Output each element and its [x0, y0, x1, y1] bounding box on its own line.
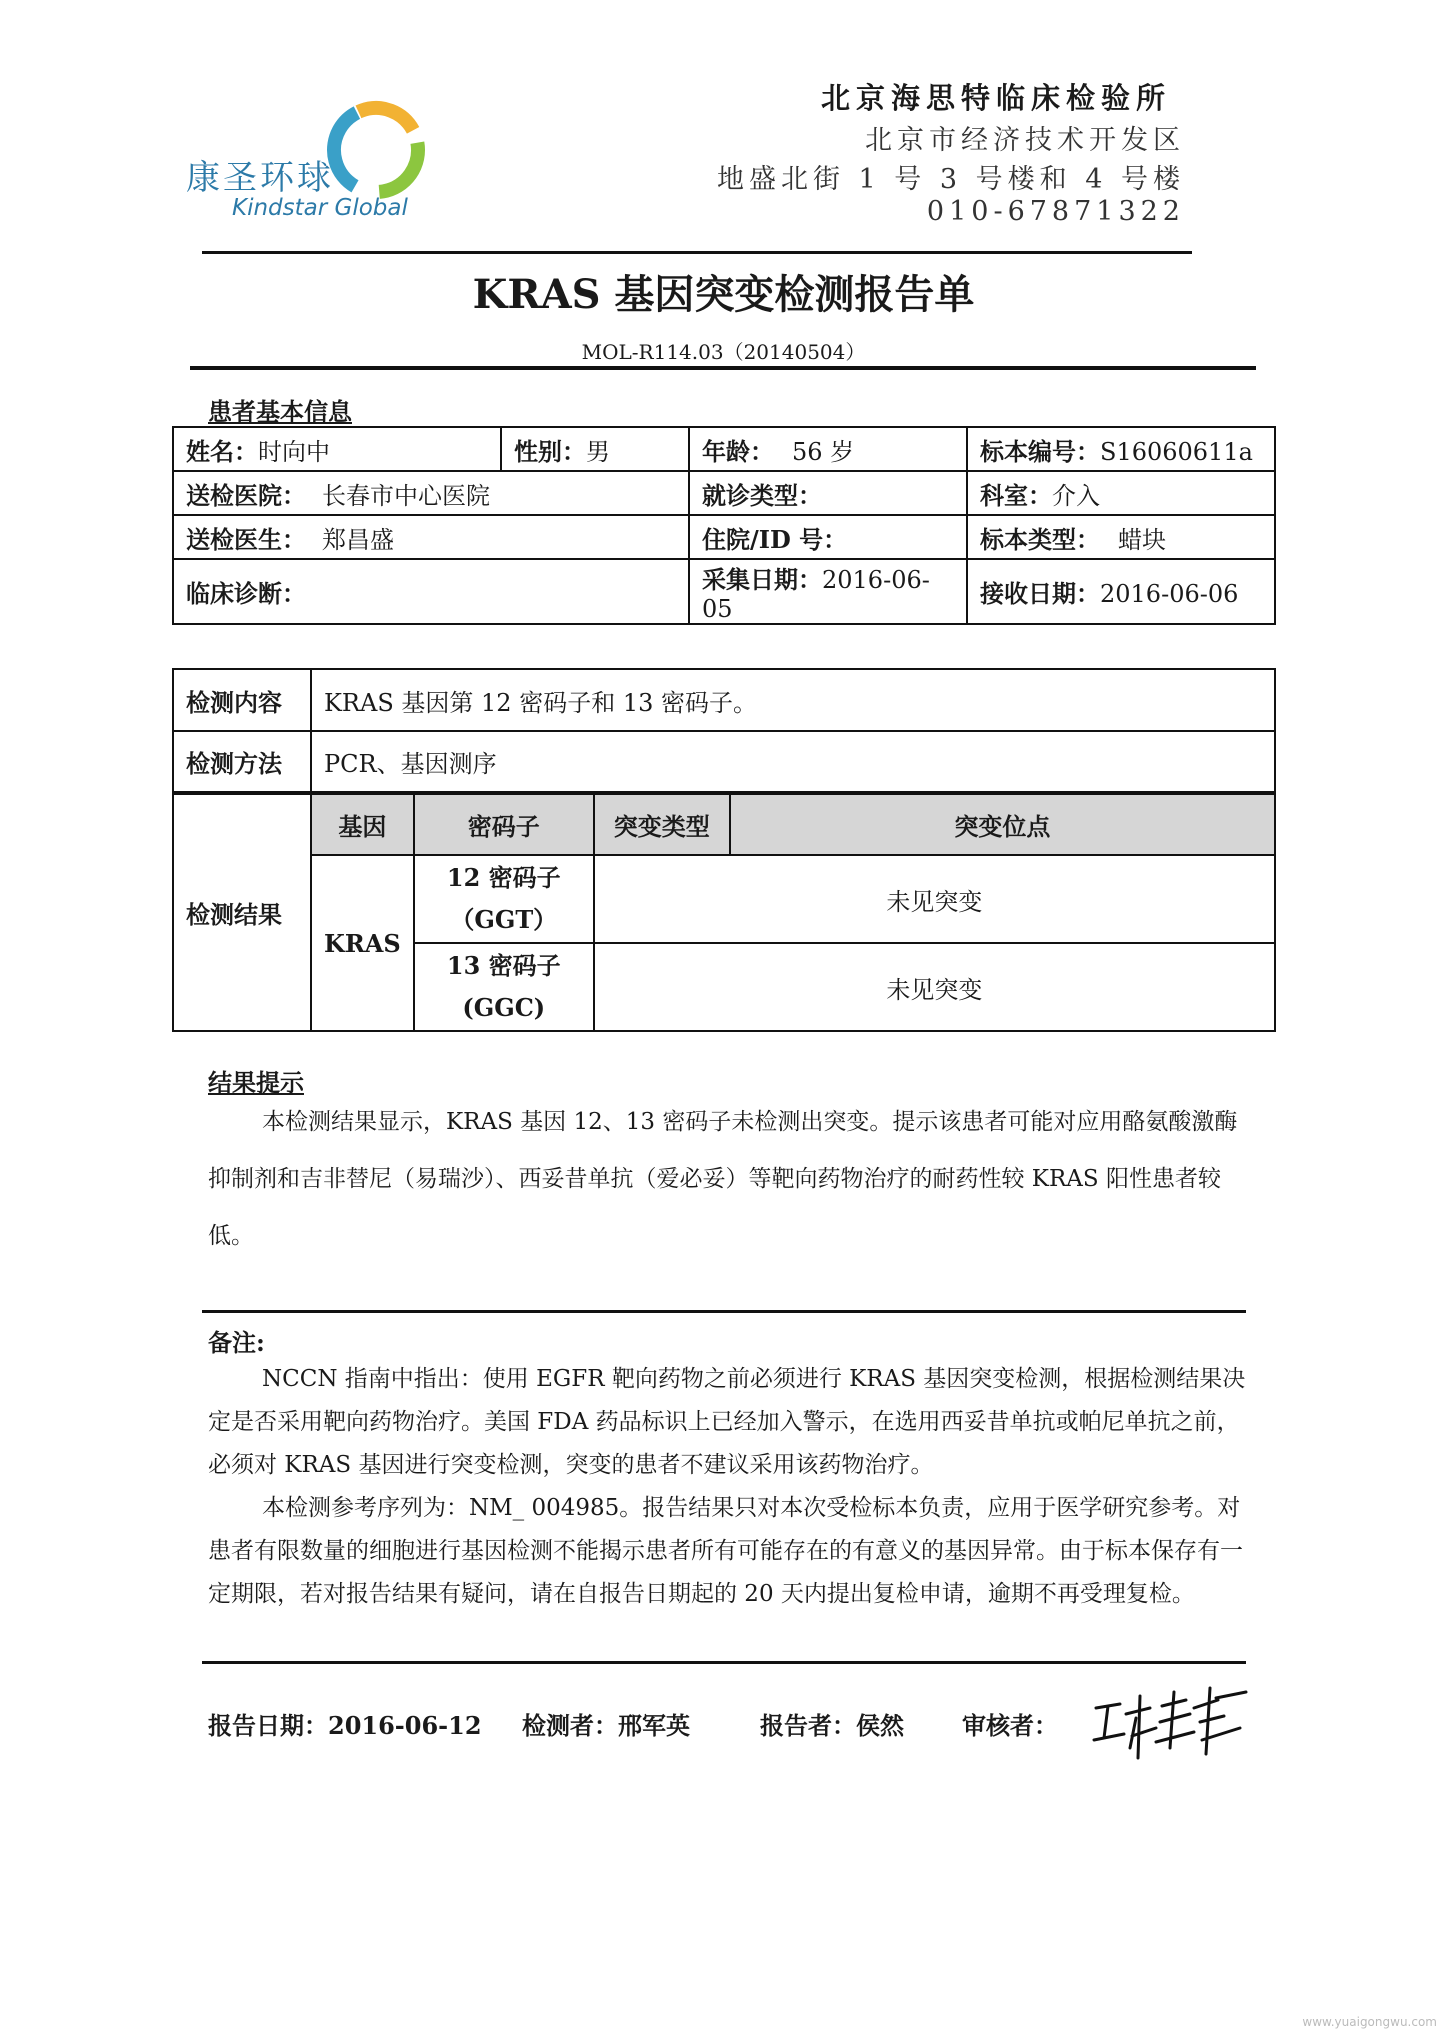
kindstar-logo-icon — [322, 96, 430, 204]
age-label: 年龄： — [702, 436, 774, 466]
table-row — [173, 471, 1275, 515]
logo-english-name: Kindstar Global — [232, 195, 408, 221]
header-divider — [202, 251, 1192, 254]
logo-chinese-name: 康圣环球 — [186, 158, 334, 198]
specimen-no-label: 标本编号： — [980, 436, 1100, 466]
patient-info-title: 患者基本信息 — [208, 397, 352, 426]
phone-number: 010-67871322 — [926, 196, 1185, 227]
report-date-label: 报告日期： — [208, 1711, 328, 1740]
diagnosis-label: 临床诊断： — [186, 579, 306, 608]
specimen-type-label: 标本类型： — [980, 524, 1100, 554]
address-line-2: 地盛北街 1 号 3 号楼和 4 号楼 — [716, 164, 1185, 195]
patient-info-table — [172, 426, 1276, 625]
lab-name: 北京海思特临床检验所 — [820, 81, 1171, 115]
mutation-result: 未见突变 — [594, 943, 1275, 1031]
test-result-label: 检测结果 — [173, 793, 311, 1031]
codon-sequence: （GGT） — [450, 905, 558, 934]
notes-paragraph-1: NCCN 指南中指出：使用 EGFR 靶向药物之前必须进行 KRAS 基因突变检测，根据检测结果决定是否采用靶向药物治疗。美国 FDA 药品标识上已经加入警示，在选用西妥昔单抗或帕尼单抗之前，必须对 KRAS 基因进行突变检测，突变的患者不建议采用该药物治疗。 — [208, 1366, 1246, 1478]
patient-name: 时向中 — [258, 437, 330, 466]
sex-label: 性别： — [514, 436, 586, 466]
watermark: www.yuaigongwu.com — [1302, 2015, 1437, 2029]
hospital-name: 长春市中心医院 — [322, 481, 490, 510]
mutation-result: 未见突变 — [594, 855, 1275, 943]
report-date-value: 2016-06-12 — [328, 1711, 482, 1740]
test-method: PCR、基因测序 — [311, 731, 1275, 793]
report-date — [208, 1706, 482, 1741]
tester — [522, 1706, 690, 1741]
reviewer-signature-icon — [1090, 1678, 1250, 1760]
test-content: KRAS 基因第 12 密码子和 13 密码子。 — [311, 669, 1275, 731]
reporter-name: 侯然 — [856, 1711, 904, 1740]
report-title: KRAS 基因突变检测报告单 — [472, 271, 975, 318]
interpretation-title: 结果提示 — [208, 1068, 304, 1097]
hospital-label: 送检医院： — [186, 480, 306, 510]
interpretation-text: 本检测结果显示，KRAS 基因 12、13 密码子未检测出突变。提示该患者可能对应用酪氨酸激酶抑制剂和吉非替尼（易瑞沙）、西妥昔单抗（爱必妥）等靶向药物治疗的耐药性较 KRAS 阳性患者较低。 — [208, 1109, 1238, 1249]
table-row — [173, 427, 1275, 471]
visit-type-label: 就诊类型： — [702, 480, 822, 510]
name-label: 姓名： — [186, 436, 258, 466]
codon-cell — [414, 855, 594, 943]
tester-label: 检测者： — [522, 1711, 618, 1740]
table-row — [173, 669, 1275, 731]
address-line-1: 北京市经济技术开发区 — [865, 125, 1185, 156]
codon-name: 13 密码子 — [446, 951, 561, 980]
report-code: MOL-R114.03（20140504） — [581, 340, 866, 364]
title-divider — [190, 366, 1256, 370]
reporter — [760, 1706, 904, 1741]
col-site-header: 突变位点 — [730, 793, 1275, 855]
specimen-no: S16060611a — [1100, 437, 1253, 466]
doctor-label: 送检医生： — [186, 524, 306, 554]
table-row — [173, 731, 1275, 793]
table-row — [173, 793, 1275, 855]
doctor-name: 郑昌盛 — [322, 525, 394, 554]
col-gene-header: 基因 — [311, 793, 414, 855]
specimen-type: 蜡块 — [1118, 525, 1166, 554]
codon-name: 12 密码子 — [446, 863, 561, 892]
table-row — [173, 559, 1275, 624]
codon-cell — [414, 943, 594, 1031]
receive-date-label: 接收日期： — [980, 579, 1100, 608]
receive-date: 2016-06-06 — [1100, 580, 1239, 608]
col-codon-header: 密码子 — [414, 793, 594, 855]
table-row — [173, 855, 1275, 943]
reporter-label: 报告者： — [760, 1711, 856, 1740]
notes-top-divider — [202, 1310, 1246, 1313]
department: 介入 — [1052, 481, 1100, 510]
notes-paragraph-2: 本检测参考序列为：NM_ 004985。报告结果只对本次受检标本负责，应用于医学研究参考。对患者有限数量的细胞进行基因检测不能揭示患者所有可能存在的有意义的基因异常。由于标本保存有一定期限，若对报告结果有疑问，请在自报告日期起的 20 天内提出复检申请，逾期不再受理复检。 — [208, 1495, 1243, 1607]
codon-sequence: (GGC) — [462, 993, 546, 1022]
inpatient-id-label: 住院/ID 号： — [702, 524, 848, 554]
gene-name: KRAS — [311, 855, 414, 1031]
collect-date-label: 采集日期： — [702, 565, 822, 594]
table-row — [173, 515, 1275, 559]
dept-label: 科室： — [980, 480, 1052, 510]
collect-date: 2016-06-05 — [702, 566, 930, 623]
test-method-label: 检测方法 — [173, 731, 311, 793]
footer-divider — [202, 1661, 1246, 1664]
tester-name: 邢军英 — [618, 1711, 690, 1740]
test-content-label: 检测内容 — [173, 669, 311, 731]
patient-age: 56 岁 — [792, 437, 855, 466]
col-type-header: 突变类型 — [594, 793, 730, 855]
test-table — [172, 668, 1276, 1032]
patient-sex: 男 — [586, 437, 610, 466]
notes-title: 备注: — [208, 1328, 265, 1357]
reviewer-label: 审核者： — [962, 1711, 1058, 1740]
